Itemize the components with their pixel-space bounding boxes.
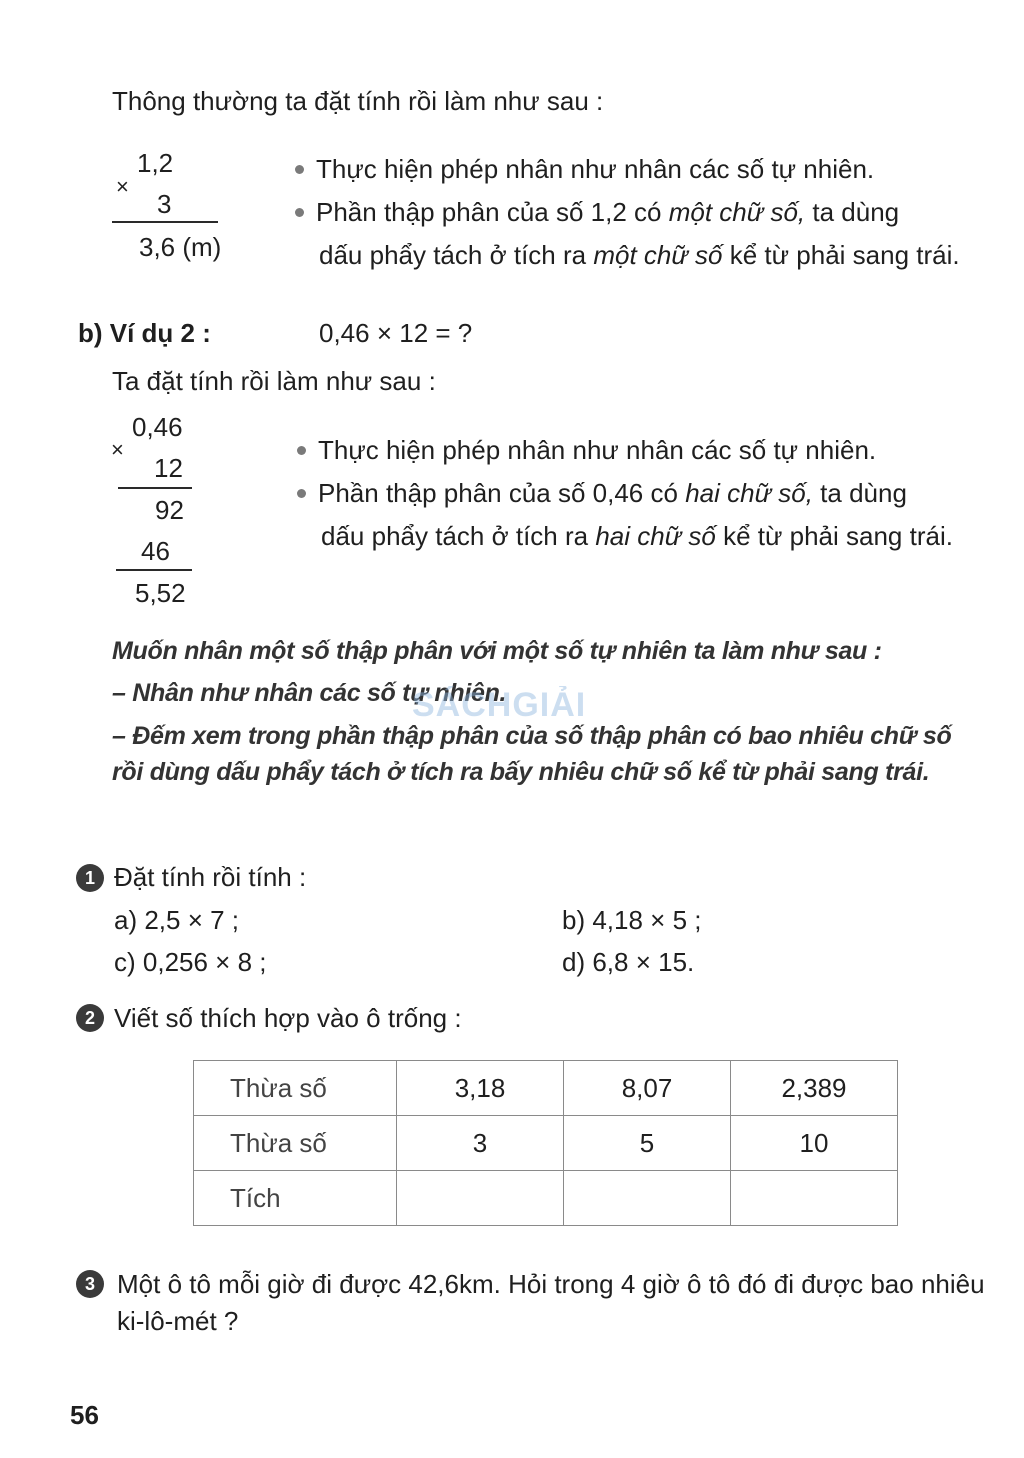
ex2-b2b: hai chữ số, bbox=[685, 478, 813, 508]
exercise-1-title: Đặt tính rồi tính : bbox=[114, 862, 307, 892]
ex2-result: 5,52 bbox=[135, 578, 186, 608]
intro-text: Thông thường ta đặt tính rồi làm như sau : bbox=[112, 86, 604, 116]
table-cell: 2,389 bbox=[731, 1061, 898, 1116]
table-row-label: Thừa số bbox=[194, 1116, 397, 1171]
ex2-b2c: ta dùng bbox=[812, 478, 907, 508]
exercise-2-table bbox=[193, 1060, 898, 1226]
ex1-result: 3,6 (m) bbox=[139, 232, 222, 262]
table-row-label: Tích bbox=[194, 1171, 397, 1226]
watermark-logo: SÁCHGIẢI bbox=[412, 686, 587, 724]
ex2-partial1: 92 bbox=[155, 495, 184, 525]
ex2-b3a: dấu phẩy tách ở tích ra bbox=[321, 521, 596, 551]
page-number: 56 bbox=[70, 1400, 99, 1430]
table-cell-empty bbox=[397, 1171, 564, 1226]
exercise-1-number-icon: 1 bbox=[76, 864, 104, 892]
exercise-2-title: Viết số thích hợp vào ô trống : bbox=[114, 1003, 462, 1033]
table-row bbox=[194, 1171, 898, 1226]
exercise-1-c: c) 0,256 × 8 ; bbox=[114, 947, 267, 977]
exercise-1-b: b) 4,18 × 5 ; bbox=[562, 905, 702, 935]
rule-line-2: – Nhân như nhân các số tự nhiên. bbox=[112, 679, 507, 707]
ex1-factor2: 3 bbox=[157, 189, 172, 219]
rule-line-1: Muốn nhân một số thập phân với một số tự nhiên ta làm như sau : bbox=[112, 637, 882, 665]
table-cell: 10 bbox=[731, 1116, 898, 1171]
ex2-rule-2 bbox=[116, 569, 192, 571]
ex2-intro: Ta đặt tính rồi làm như sau : bbox=[112, 366, 436, 396]
table-cell-empty bbox=[564, 1171, 731, 1226]
ex1-b3c: kể từ phải sang trái. bbox=[722, 240, 960, 270]
ex2-label: b) Ví dụ 2 : bbox=[78, 318, 211, 348]
ex2-factor2: 12 bbox=[154, 453, 183, 483]
rule-line-4: rồi dùng dấu phẩy tách ở tích ra bấy nhiêu chữ số kể từ phải sang trái. bbox=[112, 758, 930, 786]
exercise-3-line-1: Một ô tô mỗi giờ đi được 42,6km. Hỏi trong 4 giờ ô tô đó đi được bao nhiêu bbox=[117, 1269, 985, 1299]
table-cell: 8,07 bbox=[564, 1061, 731, 1116]
ex2-rule-1 bbox=[118, 487, 192, 489]
ex2-bullet-1-text: Thực hiện phép nhân như nhân các số tự nhiên. bbox=[318, 435, 877, 465]
table-row-label: Thừa số bbox=[194, 1061, 397, 1116]
exercise-1-d: d) 6,8 × 15. bbox=[562, 947, 695, 977]
bullet-icon bbox=[295, 165, 304, 174]
ex2-bullet-2-cont bbox=[321, 521, 953, 552]
rule-line-3: – Đếm xem trong phần thập phân của số thập phân có bao nhiêu chữ số bbox=[112, 722, 952, 750]
ex2-factor1: 0,46 bbox=[132, 412, 183, 442]
exercise-3-line-2: ki-lô-mét ? bbox=[117, 1306, 239, 1336]
ex2-bullet-2 bbox=[297, 478, 907, 509]
ex1-factor1: 1,2 bbox=[137, 148, 174, 178]
ex1-b2b: một chữ số, bbox=[668, 197, 806, 227]
ex1-b3b: một chữ số bbox=[593, 240, 723, 270]
ex1-rule bbox=[112, 221, 218, 223]
table-cell: 3,18 bbox=[397, 1061, 564, 1116]
bullet-icon bbox=[297, 446, 306, 455]
exercise-3-number-icon: 3 bbox=[76, 1270, 104, 1298]
table-cell: 5 bbox=[564, 1116, 731, 1171]
ex1-b2a: Phần thập phân của số 1,2 có bbox=[316, 197, 669, 227]
bullet-icon bbox=[295, 208, 304, 217]
table-row bbox=[194, 1061, 898, 1116]
ex1-b3a: dấu phẩy tách ở tích ra bbox=[319, 240, 594, 270]
ex2-times-sign: × bbox=[111, 437, 124, 462]
ex1-bullet-1 bbox=[295, 154, 874, 185]
table-cell-empty bbox=[731, 1171, 898, 1226]
ex1-times-sign: × bbox=[116, 174, 129, 199]
ex1-bullet-2 bbox=[295, 197, 899, 228]
ex1-bullet-2-cont bbox=[319, 240, 960, 271]
bullet-icon bbox=[297, 489, 306, 498]
ex2-b3b: hai chữ số bbox=[595, 521, 716, 551]
ex2-b2a: Phần thập phân của số 0,46 có bbox=[318, 478, 686, 508]
ex1-b2c: ta dùng bbox=[805, 197, 900, 227]
ex1-bullet-1-text: Thực hiện phép nhân như nhân các số tự nhiên. bbox=[316, 154, 875, 184]
exercise-2-number-icon: 2 bbox=[76, 1004, 104, 1032]
exercise-1-a: a) 2,5 × 7 ; bbox=[114, 905, 240, 935]
ex2-bullet-1 bbox=[297, 435, 876, 466]
table-row bbox=[194, 1116, 898, 1171]
ex2-problem: 0,46 × 12 = ? bbox=[319, 318, 473, 348]
ex2-b3c: kể từ phải sang trái. bbox=[715, 521, 953, 551]
table-cell: 3 bbox=[397, 1116, 564, 1171]
ex2-partial2: 46 bbox=[141, 536, 170, 566]
